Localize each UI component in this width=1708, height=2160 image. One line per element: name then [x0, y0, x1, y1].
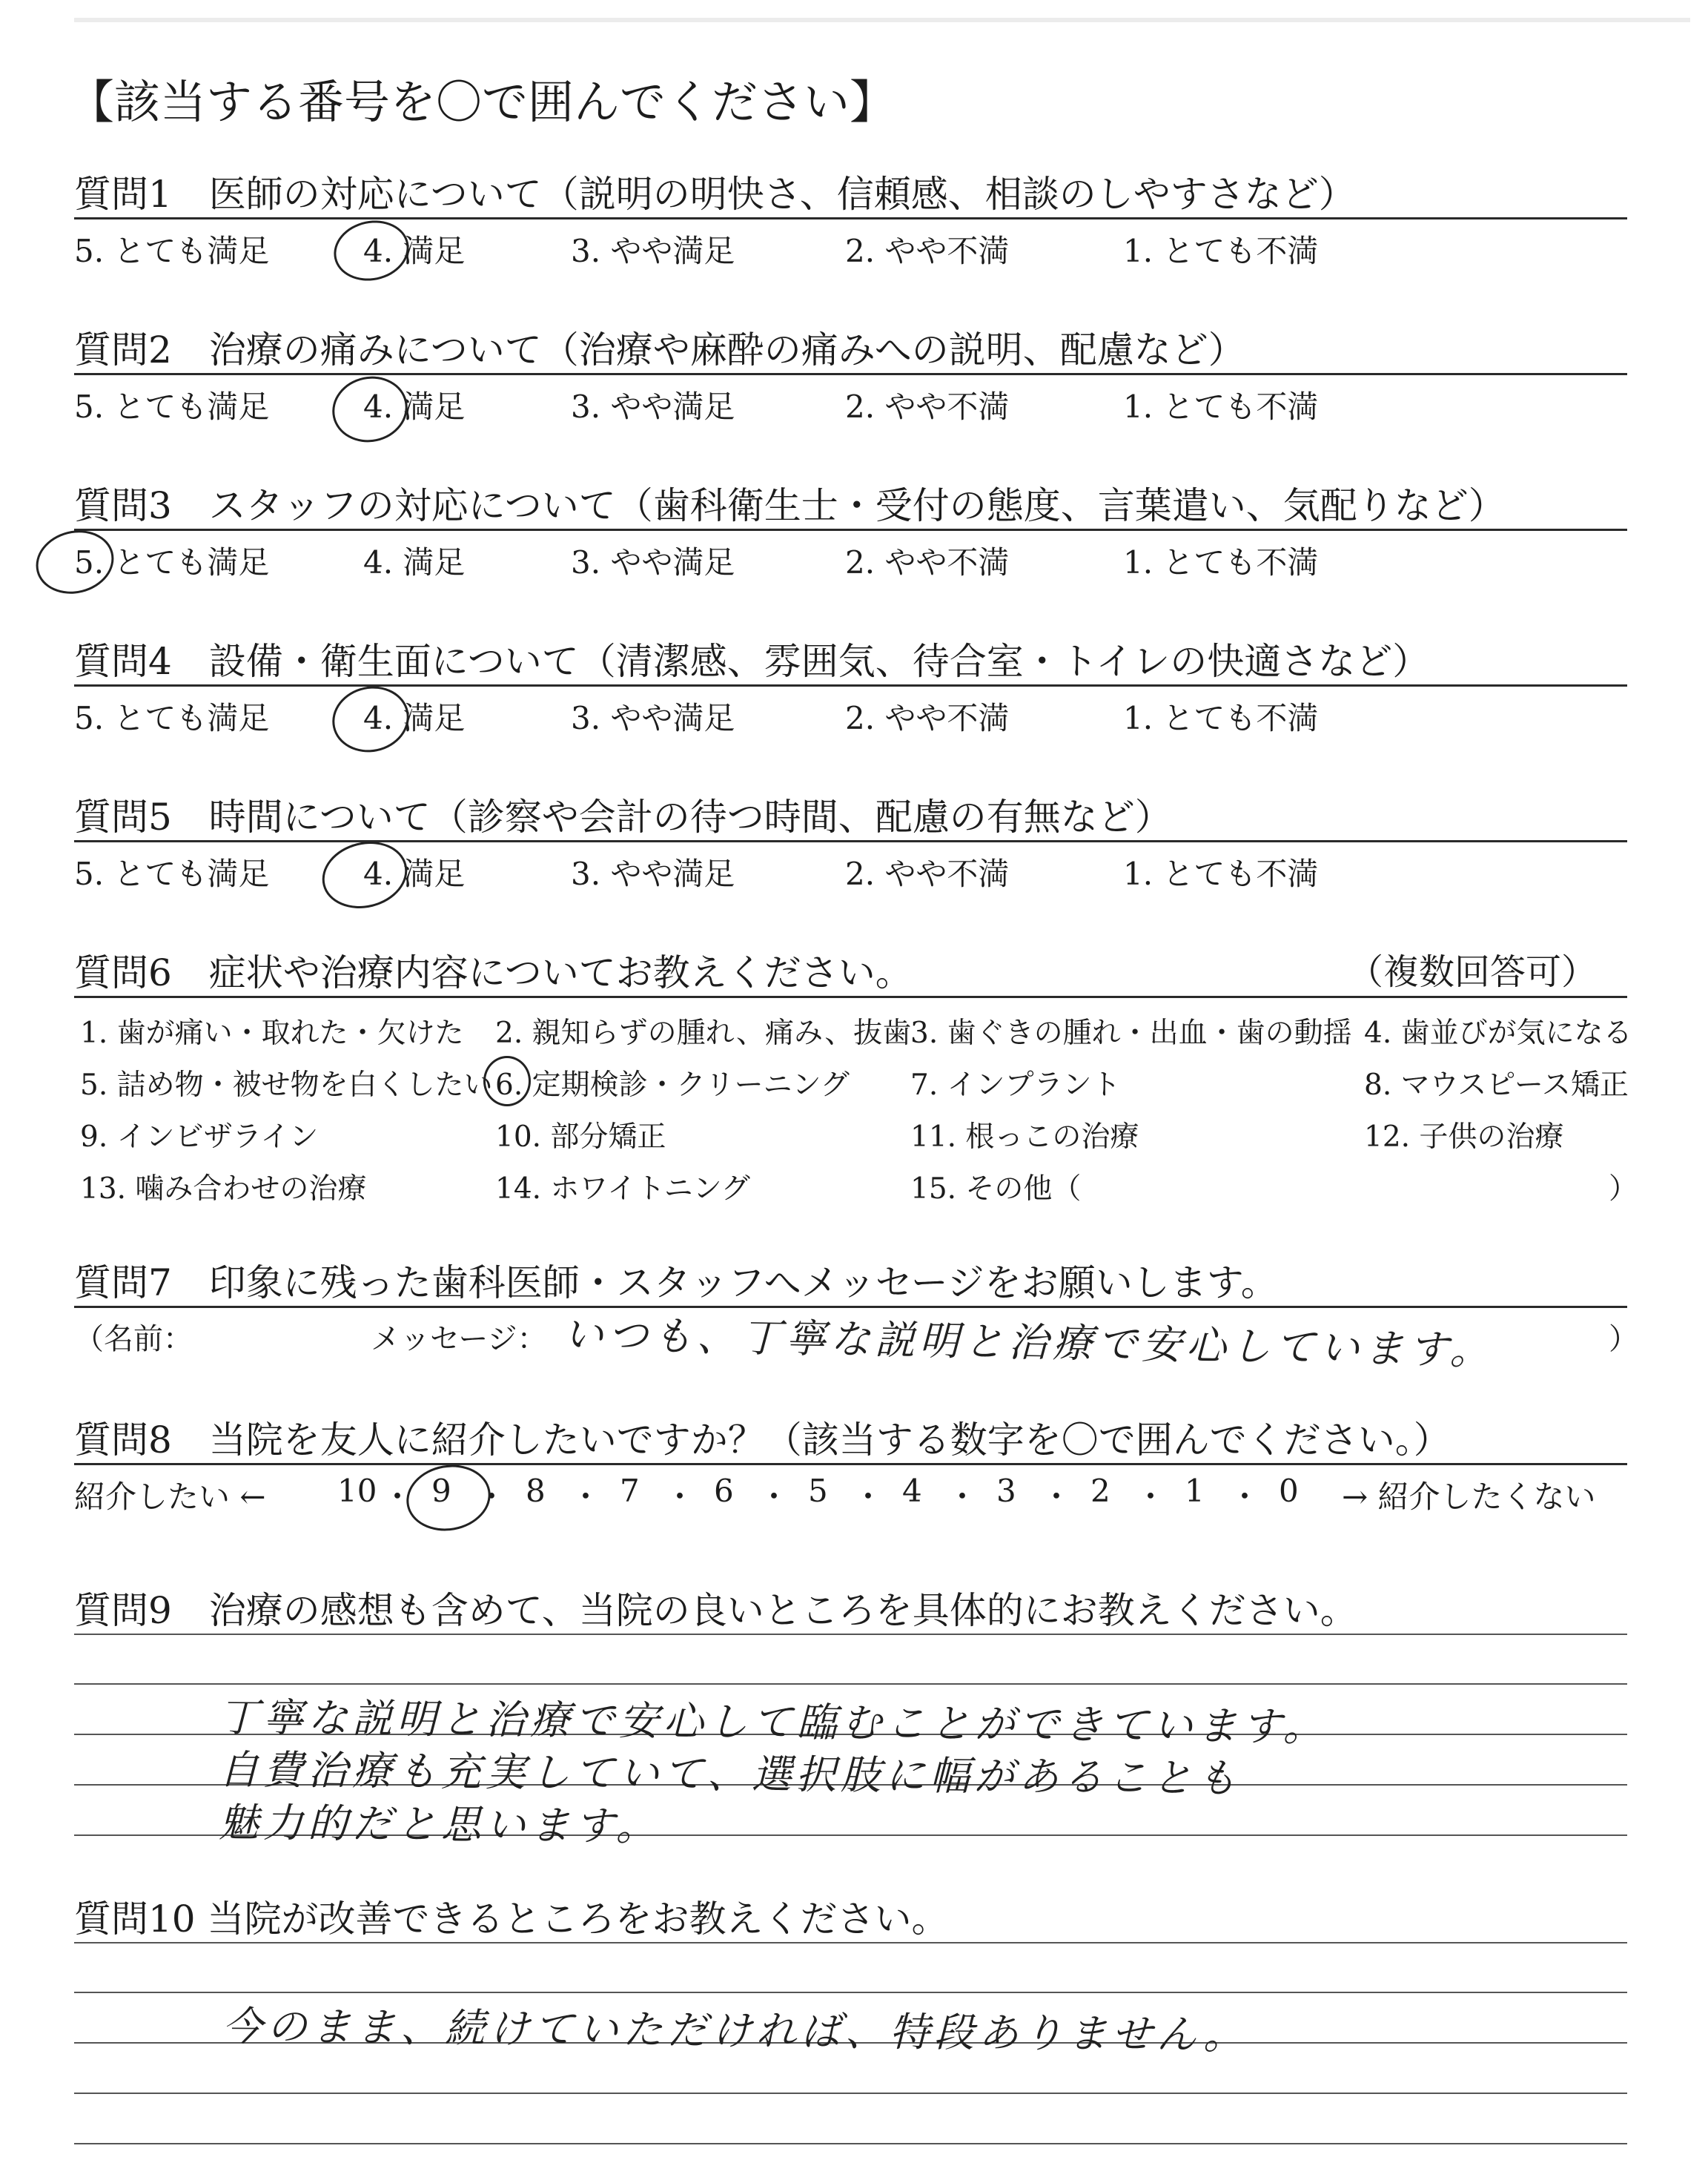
q2-selection-circle — [326, 369, 414, 449]
q4-option-3[interactable]: 3. やや満足 — [571, 700, 735, 736]
question-4-rule — [74, 684, 1627, 687]
q1-option-3[interactable]: 3. やや満足 — [571, 233, 735, 269]
q3-option-3[interactable]: 3. やや満足 — [571, 544, 735, 581]
q8-scale-separator: ・ — [947, 1479, 979, 1515]
q10-answer-line-1: 今のまま、続けていただければ、特段ありません。 — [222, 2002, 1248, 2059]
q9-answer-line-2: 自費治療も充実していて、選択肢に幅があることも — [218, 1745, 1242, 1803]
q8-right-label: → 紹介したくない — [1342, 1479, 1596, 1515]
question-6-title: 質問6 症状や治療内容についてお教えください。 — [74, 951, 913, 994]
q8-scale-8[interactable]: 8 — [526, 1473, 546, 1509]
q3-option-5[interactable]: 5. とても満足 — [74, 544, 270, 581]
q8-scale-10[interactable]: 10 — [337, 1473, 377, 1509]
q4-option-1[interactable]: 1. とても不満 — [1123, 700, 1319, 736]
q1-option-4[interactable]: 4. 満足 — [363, 233, 466, 269]
q8-scale-6[interactable]: 6 — [714, 1473, 734, 1509]
q8-scale-5[interactable]: 5 — [808, 1473, 828, 1509]
q2-option-3[interactable]: 3. やや満足 — [571, 389, 735, 425]
q4-option-5[interactable]: 5. とても満足 — [74, 700, 270, 736]
q8-scale-separator: ・ — [758, 1479, 790, 1515]
q3-option-1[interactable]: 1. とても不満 — [1123, 544, 1319, 581]
q7-name-label: （名前： — [74, 1322, 193, 1356]
q5-selection-circle — [315, 833, 414, 916]
q8-left-label: 紹介したい ← — [74, 1479, 266, 1515]
q6-option-9[interactable]: 9. インビザライン — [80, 1120, 319, 1154]
question-10-title: 質問10 当院が改善できるところをお教えください。 — [74, 1898, 949, 1941]
q6-option-11[interactable]: 11. 根っこの治療 — [910, 1120, 1139, 1154]
q8-scale-separator: ・ — [1229, 1479, 1261, 1515]
q6-option-4[interactable]: 4. 歯並びが気になる — [1364, 1017, 1632, 1050]
q6-option-15[interactable]: 15. その他（ — [910, 1172, 1082, 1206]
question-5-title: 質問5 時間について（診察や会計の待つ時間、配慮の有無など） — [74, 796, 1172, 839]
q5-option-3[interactable]: 3. やや満足 — [571, 856, 735, 892]
q4-selection-circle — [326, 679, 415, 759]
question-9-title: 質問9 治療の感想も含めて、当院の良いところを具体的にお教えください。 — [74, 1589, 1357, 1632]
q6-option-2[interactable]: 2. 親知らずの腫れ、痛み、抜歯 — [495, 1017, 912, 1050]
q7-message-label: メッセージ： — [371, 1322, 547, 1356]
q4-option-4[interactable]: 4. 満足 — [363, 700, 466, 736]
q10-line-1 — [74, 1942, 1627, 1943]
scan-edge — [74, 18, 1690, 22]
q10-line-5 — [74, 2143, 1627, 2144]
q5-option-5[interactable]: 5. とても満足 — [74, 856, 270, 892]
question-3-title: 質問3 スタッフの対応について（歯科衛生士・受付の態度、言葉遣い、気配りなど） — [74, 484, 1506, 527]
q7-close-paren: ） — [1609, 1322, 1638, 1356]
q8-scale-separator: ・ — [382, 1479, 414, 1515]
question-8-title: 質問8 当院を友人に紹介したいですか？（該当する数字を〇で囲んでください。） — [74, 1418, 1451, 1462]
q6-option-5[interactable]: 5. 詰め物・被せ物を白くしたい — [80, 1069, 493, 1102]
q6-option-15-close: ） — [1609, 1172, 1638, 1206]
q3-option-4[interactable]: 4. 満足 — [363, 544, 466, 581]
question-5-rule — [74, 840, 1627, 842]
q5-option-2[interactable]: 2. やや不満 — [845, 856, 1010, 892]
question-1-title: 質問1 医師の対応について（説明の明快さ、信頼感、相談のしやすさなど） — [74, 173, 1356, 216]
q10-line-4 — [74, 2093, 1627, 2094]
q10-line-2 — [74, 1992, 1627, 1993]
q6-option-14[interactable]: 14. ホワイトニング — [495, 1172, 750, 1206]
q9-line-2 — [74, 1683, 1627, 1685]
q8-scale-1[interactable]: 1 — [1185, 1473, 1205, 1509]
q8-scale-separator: ・ — [570, 1479, 602, 1515]
question-2-title: 質問2 治療の痛みについて（治療や麻酔の痛みへの説明、配慮など） — [74, 328, 1245, 371]
question-3-rule — [74, 529, 1627, 531]
q6-selection-circle — [483, 1056, 531, 1106]
form-header: 【該当する番号を〇で囲んでください】 — [68, 75, 896, 129]
q6-option-12[interactable]: 12. 子供の治療 — [1364, 1120, 1564, 1154]
q8-scale-separator: ・ — [1041, 1479, 1073, 1515]
q6-option-3[interactable]: 3. 歯ぐきの腫れ・出血・歯の動揺 — [910, 1017, 1352, 1050]
q2-option-4[interactable]: 4. 満足 — [363, 389, 466, 425]
question-7-title: 質問7 印象に残った歯科医師・スタッフへメッセージをお願いします。 — [74, 1261, 1278, 1304]
question-1-rule — [74, 217, 1627, 219]
question-8-rule — [74, 1463, 1627, 1465]
q4-option-2[interactable]: 2. やや不満 — [845, 700, 1010, 736]
q8-scale-9[interactable]: 9 — [431, 1473, 451, 1509]
q8-scale-0[interactable]: 0 — [1279, 1473, 1299, 1509]
q8-scale-7[interactable]: 7 — [620, 1473, 640, 1509]
q2-option-1[interactable]: 1. とても不満 — [1123, 389, 1319, 425]
question-6-rule — [74, 996, 1627, 998]
q3-selection-circle — [29, 522, 120, 601]
q8-scale-separator: ・ — [664, 1479, 696, 1515]
question-4-title: 質問4 設備・衛生面について（清潔感、雰囲気、待合室・トイレの快適さなど） — [74, 640, 1430, 683]
q2-option-5[interactable]: 5. とても満足 — [74, 389, 270, 425]
q6-option-10[interactable]: 10. 部分矯正 — [495, 1120, 666, 1154]
q8-scale-2[interactable]: 2 — [1090, 1473, 1110, 1509]
q6-option-1[interactable]: 1. 歯が痛い・取れた・欠けた — [80, 1017, 464, 1050]
question-6-note: （複数回答可） — [1347, 951, 1597, 993]
q8-scale-3[interactable]: 3 — [996, 1473, 1016, 1509]
q8-scale-separator: ・ — [1135, 1479, 1167, 1515]
q1-option-2[interactable]: 2. やや不満 — [845, 233, 1010, 269]
q6-option-13[interactable]: 13. 噛み合わせの治療 — [80, 1172, 367, 1206]
q9-answer-line-3: 魅力的だと思います。 — [218, 1799, 661, 1850]
q1-selection-circle — [328, 214, 414, 287]
q3-option-2[interactable]: 2. やや不満 — [845, 544, 1010, 581]
q9-answer-line-1: 丁寧な説明と治療で安心して臨むことができています。 — [218, 1694, 1328, 1751]
q1-option-1[interactable]: 1. とても不満 — [1123, 233, 1319, 269]
q7-message-handwritten: いつも、丁寧な説明と治療で安心しています。 — [563, 1311, 1495, 1374]
q6-option-6[interactable]: 6. 定期検診・クリーニング — [495, 1069, 850, 1102]
q5-option-4[interactable]: 4. 満足 — [363, 856, 466, 892]
q1-option-5[interactable]: 5. とても満足 — [74, 233, 270, 269]
question-2-rule — [74, 373, 1627, 375]
q5-option-1[interactable]: 1. とても不満 — [1123, 856, 1319, 892]
q6-option-8[interactable]: 8. マウスピース矯正 — [1364, 1069, 1629, 1102]
q8-scale-separator: ・ — [853, 1479, 884, 1515]
q8-selection-circle — [401, 1459, 496, 1537]
q9-line-1 — [74, 1634, 1627, 1635]
q6-option-7[interactable]: 7. インプラント — [910, 1069, 1121, 1102]
q2-option-2[interactable]: 2. やや不満 — [845, 389, 1010, 425]
q8-scale-4[interactable]: 4 — [902, 1473, 922, 1509]
q8-scale-separator: ・ — [476, 1479, 508, 1515]
